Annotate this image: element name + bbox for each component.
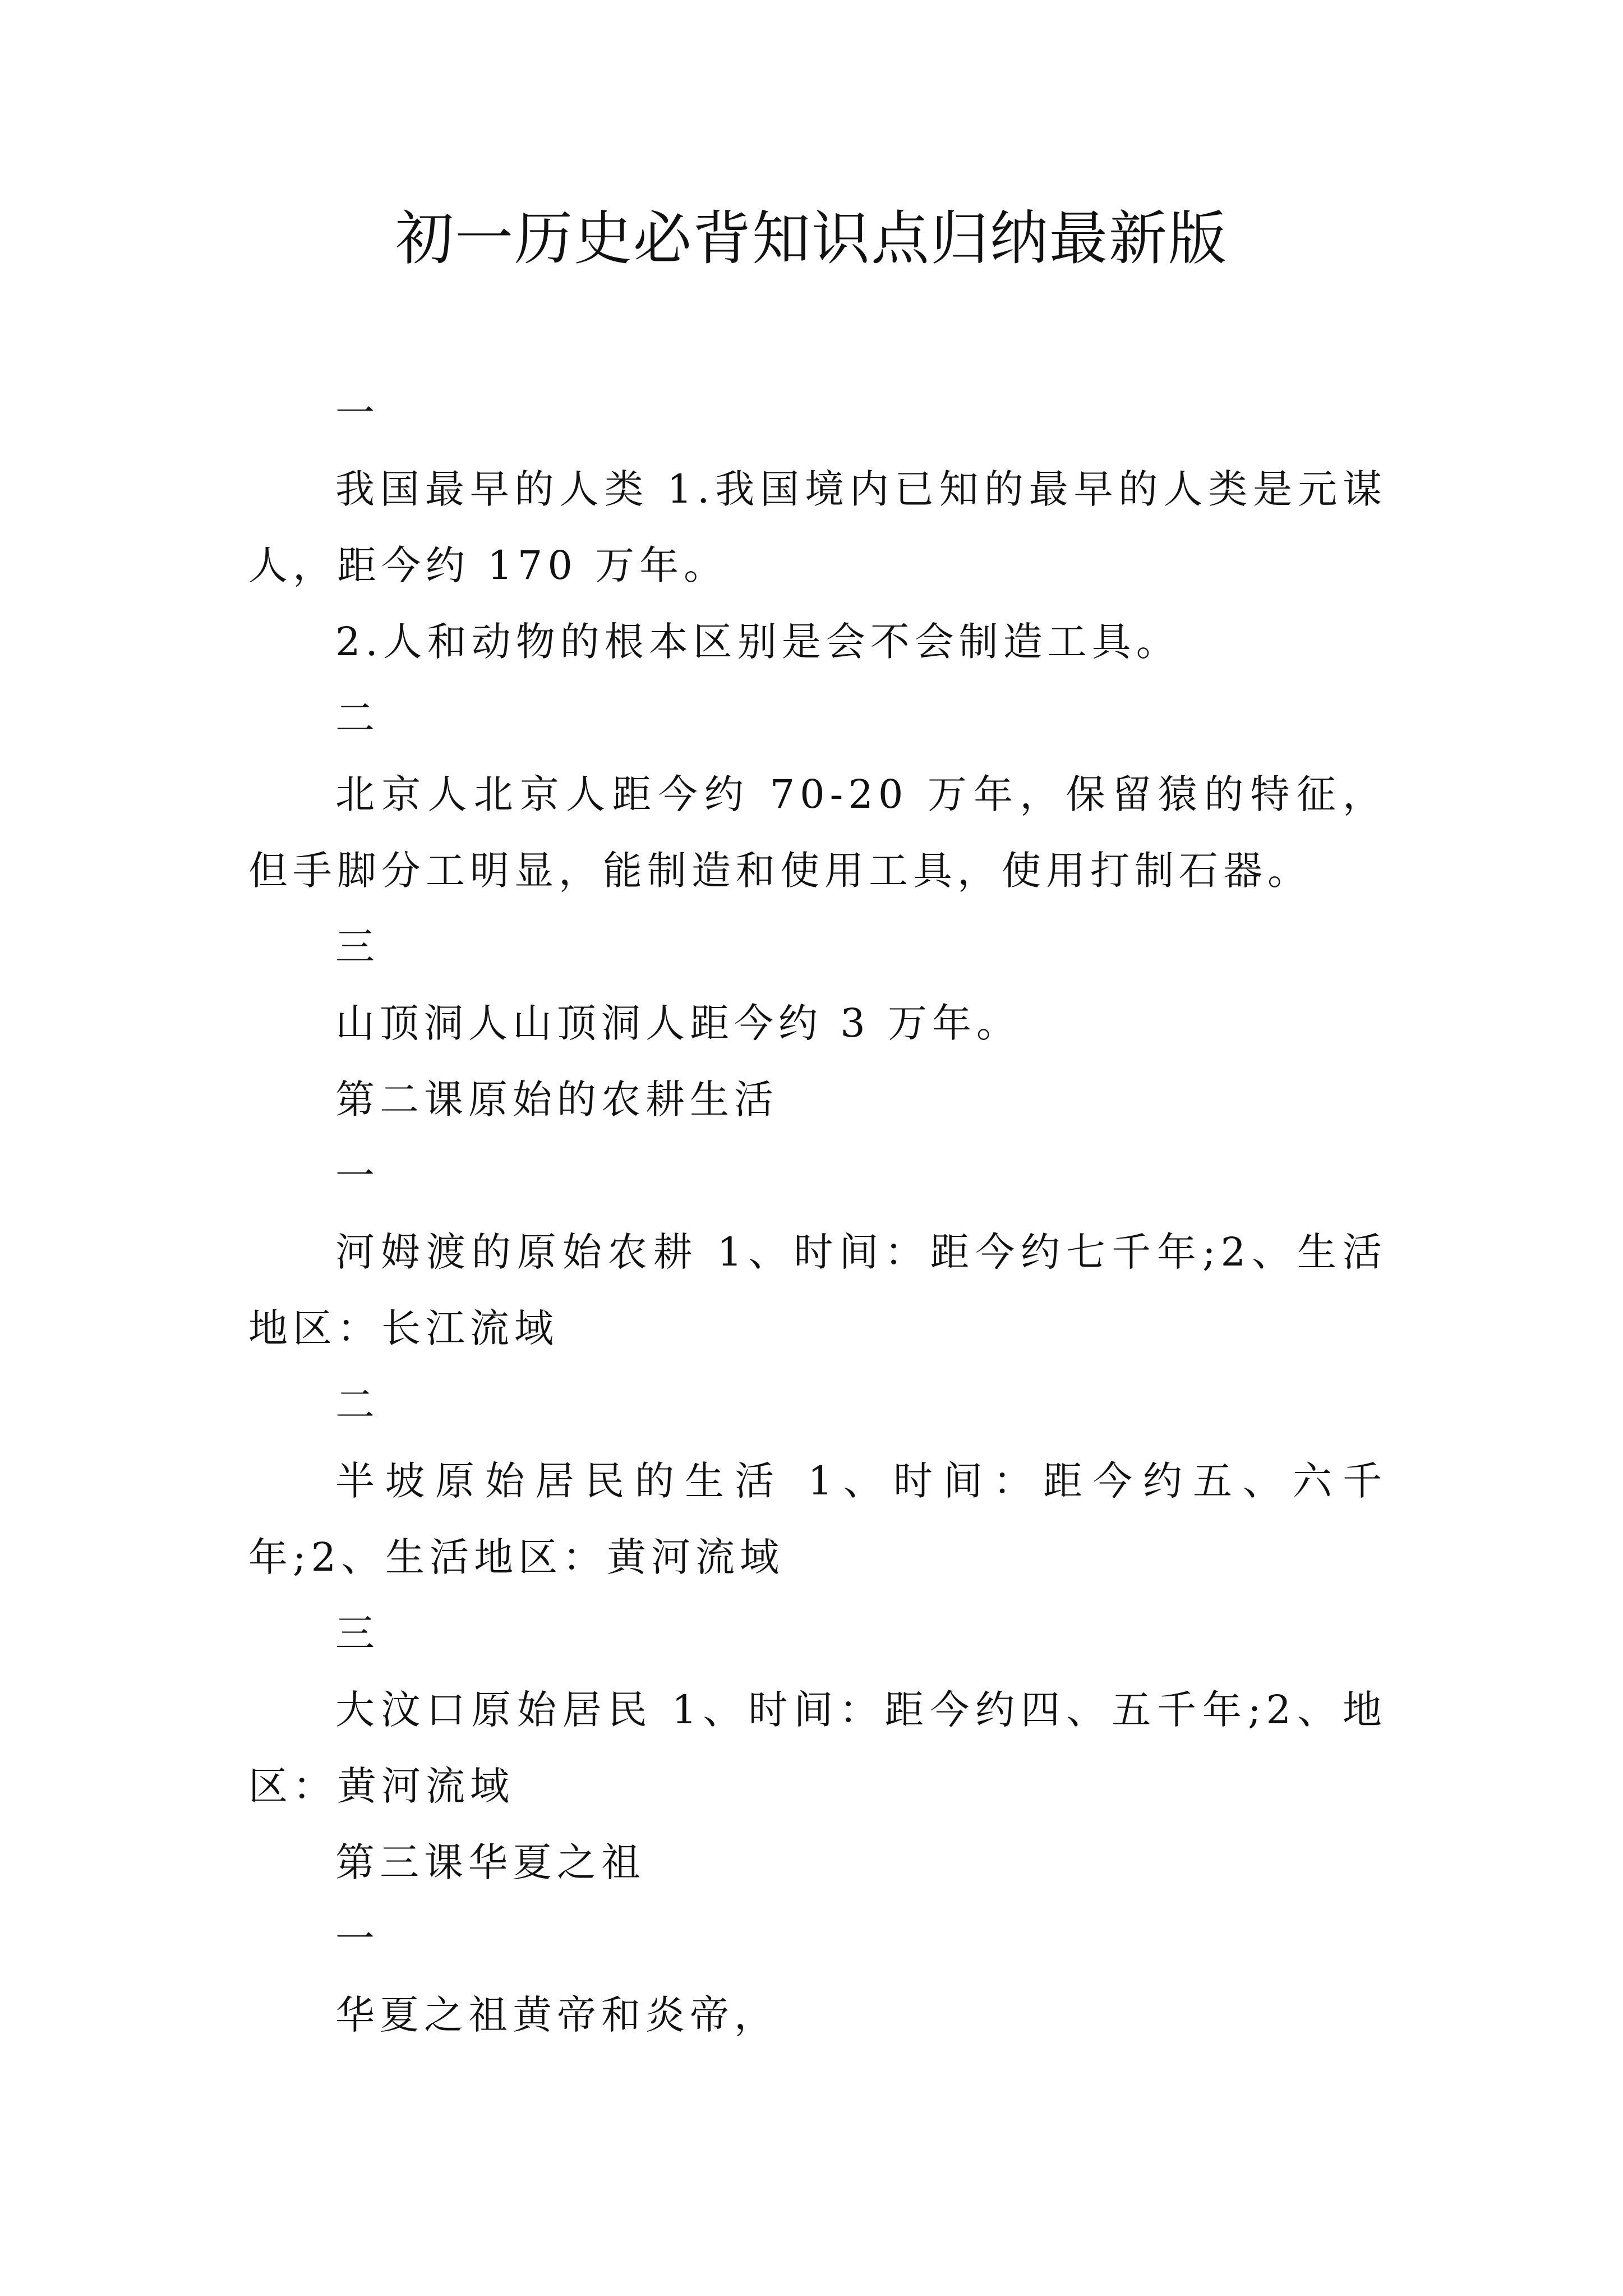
section-number: 一 [335,390,380,436]
section-number: 二 [335,695,380,741]
section-number: 一 [335,1916,380,1962]
paragraph: 2.人和动物的根本区别是会不会制造工具。 [335,619,1181,665]
paragraph: 河姆渡的原始农耕 1、时间：距今约七千年;2、生活地区：长江流域 [248,1229,1387,1351]
document-title: 初一历史必背知识点归纳最新版 [395,204,1228,273]
section-number: 二 [335,1382,380,1428]
paragraph: 半坡原始居民的生活 1、时间：距今约五、六千年;2、生活地区：黄河流域 [248,1458,1387,1580]
paragraph: 山顶洞人山顶洞人距今约 3 万年。 [335,1000,1021,1046]
paragraph: 我国最早的人类 1.我国境内已知的最早的人类是元谋人，距今约 170 万年。 [248,466,1387,588]
paragraph: 大汶口原始居民 1、时间：距今约四、五千年;2、地区：黄河流域 [248,1687,1387,1809]
section-number: 三 [335,924,380,970]
paragraph: 华夏之祖黄帝和炎帝， [335,1992,778,2038]
document-body [248,375,1387,2053]
paragraph: 北京人北京人距今约 70-20 万年，保留猿的特征，但手脚分工明显，能制造和使用工具，使用打制石器。 [248,771,1387,894]
section-number: 一 [335,1153,380,1199]
lesson-heading: 第三课华夏之祖 [335,1839,645,1885]
lesson-heading: 第二课原始的农耕生活 [335,1076,778,1122]
section-number: 三 [335,1611,380,1657]
